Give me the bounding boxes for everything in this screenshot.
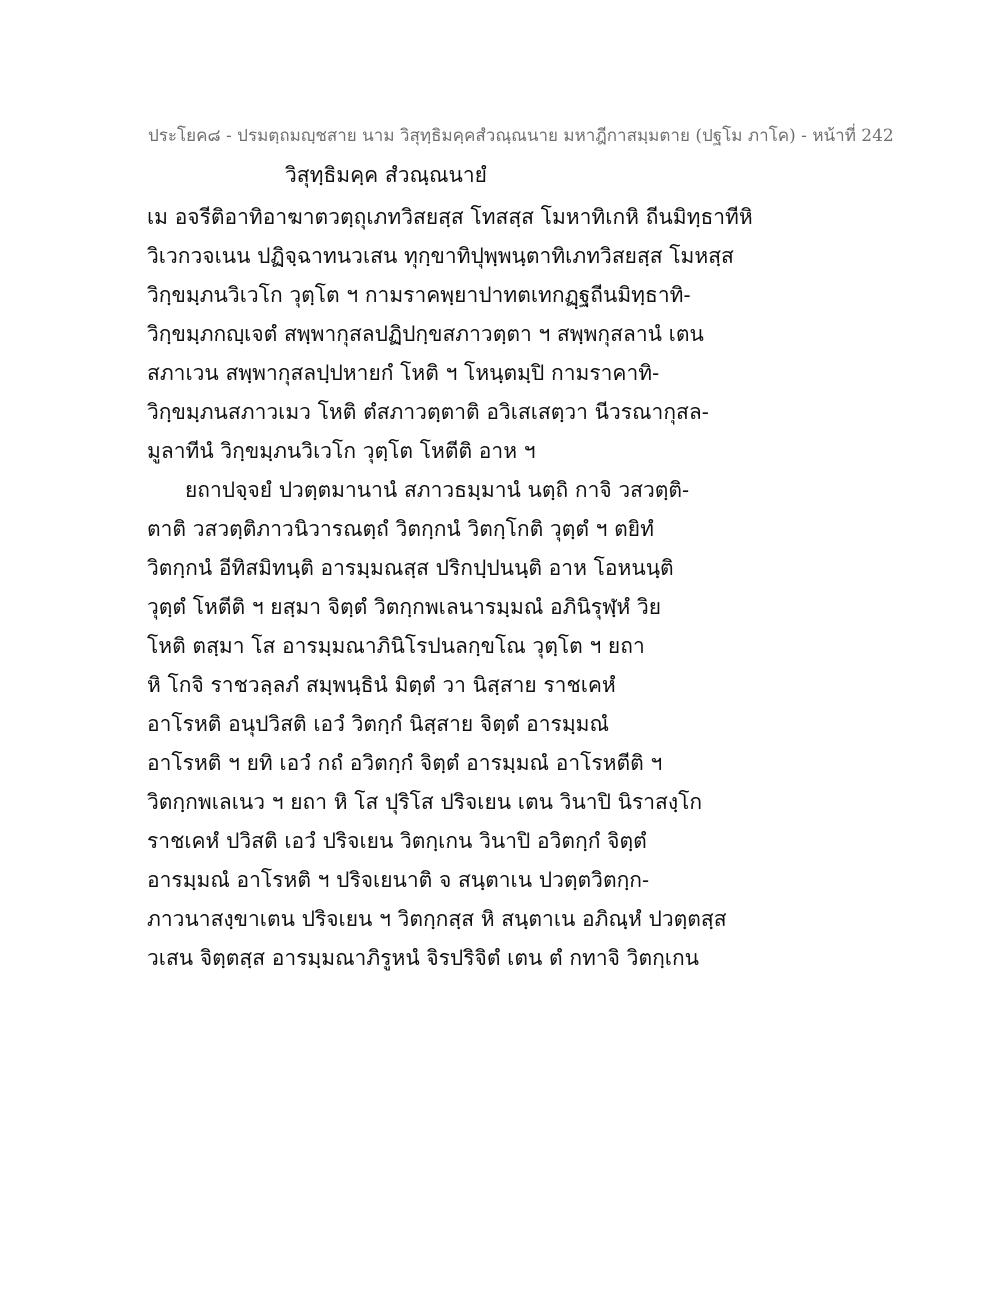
- text-line-13: หิ โกจิ ราชวลฺลภํ สมฺพนฺธินํ มิตฺตํ วา นิสฺสาย ราชเคหํ: [147, 673, 616, 697]
- body-text: [147, 198, 847, 978]
- text-line-9: ตาติ วสวตฺติภาวนิวารณตฺถํ วิตกฺกนํ วิตกฺโกติ วุตฺตํ ฯ ตยิทํ: [147, 517, 654, 541]
- text-line-15: อาโรหติ ฯ ยทิ เอวํ กถํ อวิตกฺกํ จิตฺตํ อารมฺมณํ อาโรหตีติ ฯ: [147, 751, 663, 775]
- text-line-11: วุตฺตํ โหตีติ ฯ ยสฺมา จิตฺตํ วิตกฺกพเลนารมฺมณํ อภินิรุฬฺหํ วิย: [147, 595, 662, 619]
- section-title: วิสุทฺธิมคฺค สํวณฺณนายํ: [285, 163, 487, 187]
- text-line-20: วเสน จิตฺตสฺส อารมฺมณาภิรูหนํ จิรปริจิตํ เตน ตํ กทาจิ วิตกฺเกน: [147, 946, 700, 970]
- text-line-10: วิตกฺกนํ อีทิสมิทนฺติ อารมฺมณสฺส ปริกปฺปนนฺติ อาห โอหนนฺติ: [147, 556, 674, 580]
- text-line-14: อาโรหติ อนุปวิสติ เอวํ วิตกฺกํ นิสฺสาย จิตฺตํ อารมฺมณํ: [147, 712, 609, 736]
- text-line-4: วิกฺขมฺภกญฺเจตํ สพฺพากุสลปฏิปกฺขสภาวตฺตา ฯ สพฺพกุสลานํ เตน: [147, 322, 704, 346]
- text-line-6: วิกฺขมฺภนสภาวเมว โหติ ตํสภาวตฺตาติ อวิเสเสตฺวา นีวรณากุสล-: [147, 400, 709, 424]
- text-line-18: อารมฺมณํ อาโรหติ ฯ ปริจเยนาติ จ สนฺตาเน ปวตฺตวิตกฺก-: [147, 868, 650, 892]
- text-line-2: วิเวกวจเนน ปฏิจฺฉาทนวเสน ทุกฺขาทิปุพฺพนฺตาทิเภทวิสยสฺส โมหสฺส: [147, 244, 734, 268]
- text-line-16: วิตกฺกพเลเนว ฯ ยถา หิ โส ปุริโส ปริจเยน เตน วินาปิ นิราสงฺโก: [147, 790, 703, 814]
- page-header: ประโยค๘ - ปรมตฺถมญฺชสาย นาม วิสุทฺธิมคฺคสํวณฺณนาย มหาฎีกาสมฺมตาย (ปฐโม ภาโค) - หน้าที่ 242: [148, 126, 894, 146]
- text-line-8-paragraph-start: ยถาปจฺจยํ ปวตฺตมานานํ สภาวธมฺมานํ นตฺถิ กาจิ วสวตฺติ-: [185, 478, 690, 502]
- text-line-12: โหติ ตสฺมา โส อารมฺมณาภินิโรปนลกฺขโณ วุตฺโต ฯ ยถา: [147, 634, 645, 658]
- text-line-17: ราชเคหํ ปวิสติ เอวํ ปริจเยน วิตกฺเกน วินาปิ อวิตกฺกํ จิตฺตํ: [147, 829, 647, 853]
- text-line-7: มูลาทีนํ วิกฺขมฺภนวิเวโก วุตฺโต โหตีติ อาห ฯ: [147, 439, 536, 463]
- text-line-3: วิกฺขมฺภนวิเวโก วุตฺโต ฯ กามราคพฺยาปาทตเทกฏฺฐถีนมิทฺธาทิ-: [147, 283, 691, 307]
- text-line-5: สภาเวน สพฺพากุสลปฺปหายกํ โหติ ฯ โหนฺตมฺปิ กามราคาทิ-: [147, 361, 660, 385]
- text-line-19: ภาวนาสงฺขาเตน ปริจเยน ฯ วิตกฺกสฺส หิ สนฺตาเน อภิณฺหํ ปวตฺตสฺส: [147, 907, 727, 931]
- text-line-1: เม อจรีติอาทิอาฆาตวตฺถุเภทวิสยสฺส โทสสฺส โมหาทิเกหิ ถีนมิทฺธาทีหิ: [147, 205, 753, 229]
